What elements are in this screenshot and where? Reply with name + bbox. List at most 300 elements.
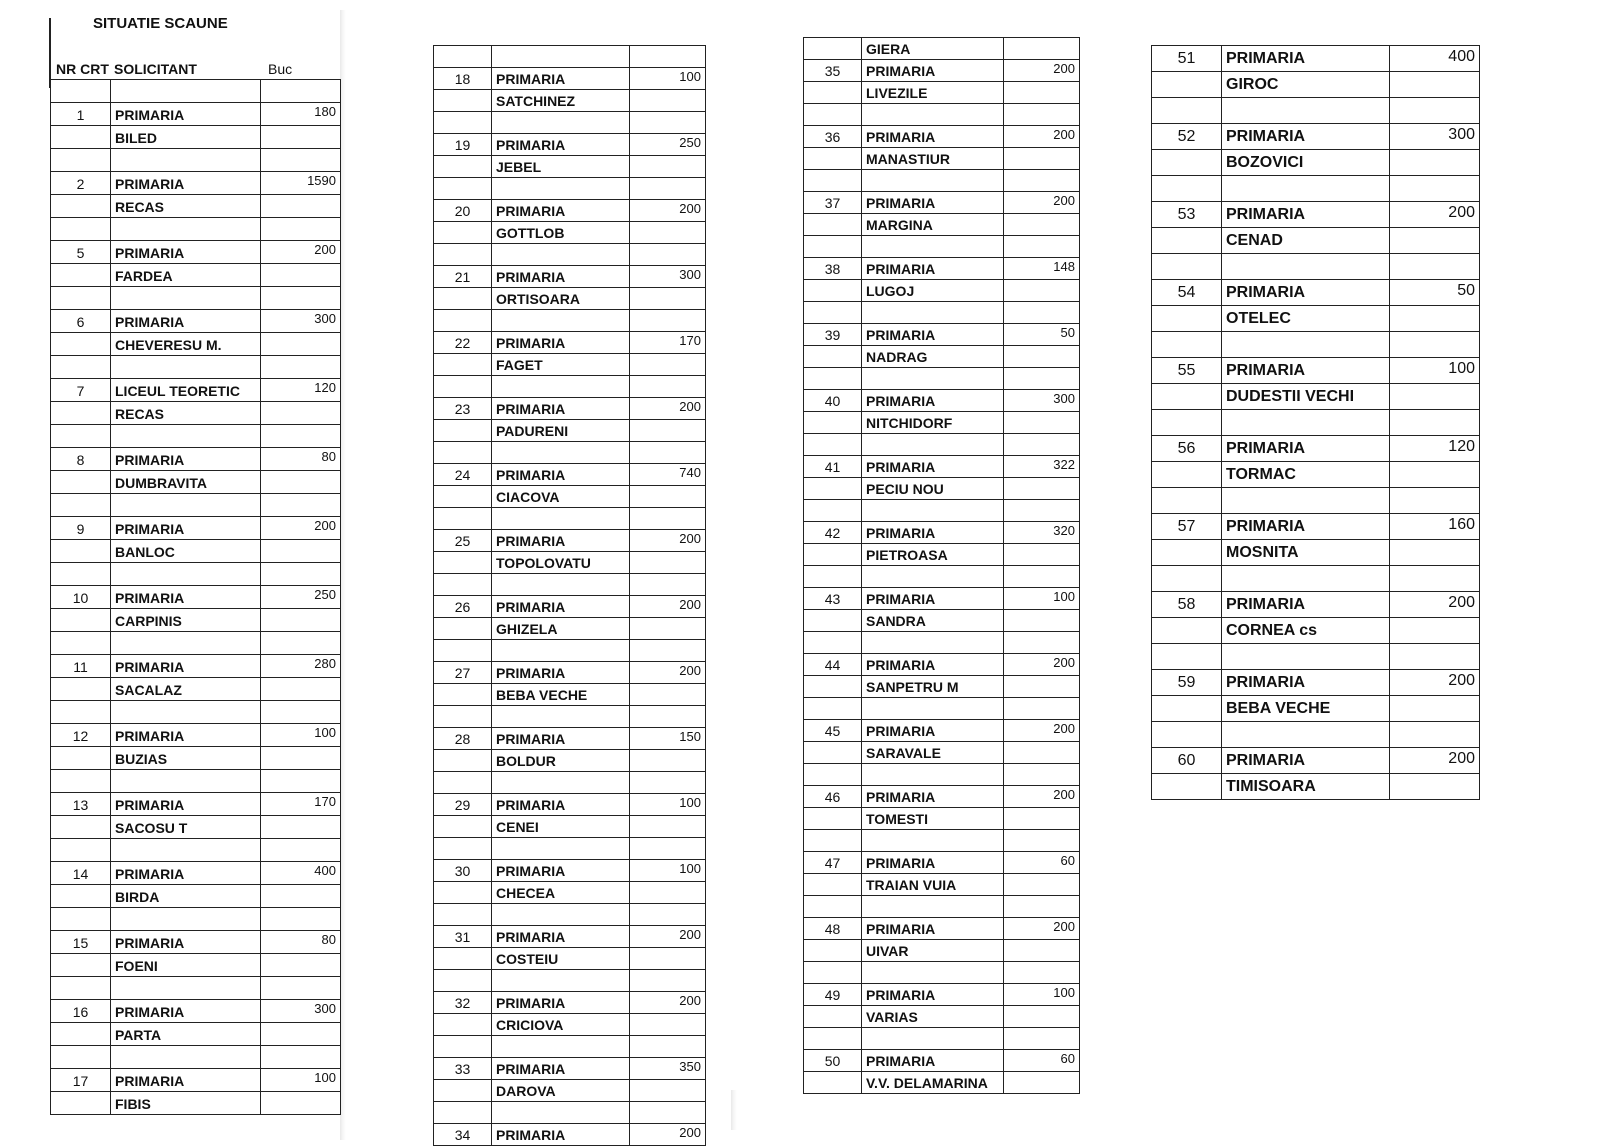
entry-number: 10 xyxy=(51,586,111,609)
table-row xyxy=(1152,384,1480,410)
entry-type: PRIMARIA xyxy=(1222,592,1390,618)
cell-nr xyxy=(434,574,492,596)
table-row xyxy=(1152,72,1480,98)
cell-qty xyxy=(630,1080,706,1102)
cell-qty xyxy=(630,222,706,244)
spacer-row xyxy=(434,970,706,992)
cell-qty xyxy=(1004,698,1080,720)
cell-qty xyxy=(1004,302,1080,324)
cell-qty xyxy=(1390,150,1480,176)
entry-name: TORMAC xyxy=(1222,462,1390,488)
entry-type: PRIMARIA xyxy=(862,984,1004,1006)
entry-name: BIRDA xyxy=(111,885,261,908)
cell-nr xyxy=(1152,618,1222,644)
cell-qty xyxy=(630,508,706,530)
entry-type: PRIMARIA xyxy=(862,918,1004,940)
cell-name xyxy=(862,698,1004,720)
table-row xyxy=(1152,150,1480,176)
spacer-row xyxy=(51,701,341,724)
cell-nr xyxy=(51,402,111,425)
entry-number: 30 xyxy=(434,860,492,882)
cell-qty xyxy=(1004,940,1080,962)
table-row xyxy=(434,134,706,156)
entry-type: PRIMARIA xyxy=(862,720,1004,742)
entry-quantity: 200 xyxy=(630,596,706,618)
entry-quantity: 100 xyxy=(630,860,706,882)
entry-quantity: 200 xyxy=(1004,192,1080,214)
cell-name xyxy=(862,764,1004,786)
cell-nr xyxy=(1152,774,1222,800)
entry-type: PRIMARIA xyxy=(1222,748,1390,774)
cell-nr xyxy=(1152,384,1222,410)
entry-number: 15 xyxy=(51,931,111,954)
cell-name xyxy=(862,1028,1004,1050)
entry-name: DUDESTII VECHI xyxy=(1222,384,1390,410)
cell-nr xyxy=(804,566,862,588)
table-row xyxy=(51,816,341,839)
cell-name xyxy=(492,244,630,266)
entry-name: COSTEIU xyxy=(492,948,630,970)
cell-nr xyxy=(51,126,111,149)
entry-number: 14 xyxy=(51,862,111,885)
spacer-row xyxy=(51,770,341,793)
cell-nr xyxy=(804,1006,862,1028)
entry-quantity: 200 xyxy=(630,992,706,1014)
entry-type: PRIMARIA xyxy=(862,126,1004,148)
entry-type: PRIMARIA xyxy=(492,68,630,90)
cell-qty xyxy=(1004,830,1080,852)
spacer-row xyxy=(434,442,706,464)
spacer-row xyxy=(804,236,1080,258)
spacer-row xyxy=(434,1036,706,1058)
entry-quantity: 200 xyxy=(261,241,341,264)
entry-type: PRIMARIA xyxy=(492,596,630,618)
entry-name: BOLDUR xyxy=(492,750,630,772)
entry-quantity: 50 xyxy=(1004,324,1080,346)
table-row xyxy=(804,126,1080,148)
entry-number: 57 xyxy=(1152,514,1222,540)
entry-quantity: 400 xyxy=(1390,46,1480,72)
cell-qty xyxy=(1004,82,1080,104)
cell-name xyxy=(111,218,261,241)
cell-nr xyxy=(51,540,111,563)
table-row xyxy=(1152,696,1480,722)
entry-name: BEBA VECHE xyxy=(492,684,630,706)
entry-name: PADURENI xyxy=(492,420,630,442)
entry-number: 13 xyxy=(51,793,111,816)
entry-name: GIROC xyxy=(1222,72,1390,98)
cell-nr xyxy=(434,442,492,464)
spacer-row xyxy=(1152,254,1480,280)
entry-quantity: 200 xyxy=(1004,654,1080,676)
entry-quantity: 50 xyxy=(1390,280,1480,306)
cell-nr xyxy=(804,148,862,170)
entry-quantity: 148 xyxy=(1004,258,1080,280)
spacer-row xyxy=(51,425,341,448)
cell-nr xyxy=(804,478,862,500)
spacer-row xyxy=(804,302,1080,324)
cell-name: GIERA xyxy=(862,38,1004,60)
cell-qty xyxy=(1390,618,1480,644)
cell-qty xyxy=(630,112,706,134)
spacer-row xyxy=(434,376,706,398)
entry-type: PRIMARIA xyxy=(862,786,1004,808)
entry-type: PRIMARIA xyxy=(862,1050,1004,1072)
entry-name: NADRAG xyxy=(862,346,1004,368)
entry-type: PRIMARIA xyxy=(492,530,630,552)
cell-nr xyxy=(51,839,111,862)
cell-qty xyxy=(1390,176,1480,202)
entry-name: CORNEA cs xyxy=(1222,618,1390,644)
entry-number: 21 xyxy=(434,266,492,288)
table-row xyxy=(51,724,341,747)
cell-qty xyxy=(630,46,706,68)
entry-quantity: 200 xyxy=(1004,720,1080,742)
cell-qty xyxy=(261,356,341,379)
entry-name: TIMISOARA xyxy=(1222,774,1390,800)
cell-nr xyxy=(1152,566,1222,592)
spacer-row xyxy=(804,1028,1080,1050)
table-row xyxy=(804,346,1080,368)
table-row xyxy=(434,596,706,618)
cell-nr xyxy=(434,816,492,838)
entry-quantity: 120 xyxy=(261,379,341,402)
cell-qty xyxy=(261,885,341,908)
spacer-row xyxy=(804,500,1080,522)
table-row xyxy=(804,324,1080,346)
table-row xyxy=(804,82,1080,104)
cell-qty xyxy=(630,706,706,728)
entry-quantity: 60 xyxy=(1004,1050,1080,1072)
spacer-row xyxy=(434,244,706,266)
table-row xyxy=(434,552,706,574)
cell-name xyxy=(111,494,261,517)
table-row xyxy=(51,1023,341,1046)
cell-qty xyxy=(261,126,341,149)
table-row xyxy=(51,310,341,333)
cell-nr xyxy=(1152,176,1222,202)
spacer-row xyxy=(51,356,341,379)
entry-type: PRIMARIA xyxy=(492,398,630,420)
cell-qty xyxy=(630,1036,706,1058)
entry-number: 12 xyxy=(51,724,111,747)
table-row xyxy=(804,214,1080,236)
entry-type: PRIMARIA xyxy=(492,266,630,288)
table-row xyxy=(804,478,1080,500)
cell-qty xyxy=(261,632,341,655)
cell-qty xyxy=(261,218,341,241)
cell-name xyxy=(111,80,261,103)
spacer-row xyxy=(434,772,706,794)
entry-quantity: 200 xyxy=(261,517,341,540)
entry-quantity: 300 xyxy=(630,266,706,288)
cell-name xyxy=(862,830,1004,852)
entry-quantity: 120 xyxy=(1390,436,1480,462)
entry-number: 26 xyxy=(434,596,492,618)
entry-name: SACOSU T xyxy=(111,816,261,839)
table-row xyxy=(804,1072,1080,1094)
entry-number: 33 xyxy=(434,1058,492,1080)
cell-qty xyxy=(1390,462,1480,488)
entry-type: PRIMARIA xyxy=(111,862,261,885)
cell-nr xyxy=(51,816,111,839)
table-row xyxy=(51,172,341,195)
cell-nr xyxy=(51,770,111,793)
cell-name xyxy=(1222,332,1390,358)
entry-type: PRIMARIA xyxy=(492,200,630,222)
entry-name: TOPOLOVATU xyxy=(492,552,630,574)
table-row xyxy=(51,126,341,149)
requests-table-page-1 xyxy=(50,79,341,1115)
cell-name xyxy=(862,566,1004,588)
cell-nr xyxy=(1152,722,1222,748)
cell-nr xyxy=(1152,150,1222,176)
cell-name xyxy=(1222,722,1390,748)
cell-name xyxy=(1222,488,1390,514)
cell-nr xyxy=(1152,462,1222,488)
entry-quantity: 100 xyxy=(261,1069,341,1092)
table-row xyxy=(1152,436,1480,462)
entry-name: PARTA xyxy=(111,1023,261,1046)
table-row xyxy=(1152,202,1480,228)
entry-quantity: 300 xyxy=(261,310,341,333)
cell-nr xyxy=(434,706,492,728)
entry-type: PRIMARIA xyxy=(111,448,261,471)
cell-name xyxy=(862,962,1004,984)
cell-qty xyxy=(1004,280,1080,302)
cell-name xyxy=(111,287,261,310)
cell-name xyxy=(1222,566,1390,592)
cell-nr xyxy=(1152,410,1222,436)
cell-name xyxy=(862,104,1004,126)
entry-number: 25 xyxy=(434,530,492,552)
cell-nr xyxy=(434,288,492,310)
table-row xyxy=(804,742,1080,764)
cell-name xyxy=(862,170,1004,192)
entry-number: 16 xyxy=(51,1000,111,1023)
cell-nr xyxy=(804,38,862,60)
table-row xyxy=(804,786,1080,808)
cell-nr xyxy=(1152,228,1222,254)
entry-type: PRIMARIA xyxy=(862,654,1004,676)
entry-number: 54 xyxy=(1152,280,1222,306)
cell-qty xyxy=(1390,566,1480,592)
entry-name: SANDRA xyxy=(862,610,1004,632)
entry-number: 51 xyxy=(1152,46,1222,72)
cell-qty xyxy=(261,80,341,103)
table-row xyxy=(51,333,341,356)
entry-quantity: 280 xyxy=(261,655,341,678)
cell-qty xyxy=(1004,1072,1080,1094)
cell-nr xyxy=(51,977,111,1000)
spacer-row xyxy=(804,962,1080,984)
entry-type: LICEUL TEORETIC xyxy=(111,379,261,402)
cell-nr xyxy=(804,1028,862,1050)
cell-qty xyxy=(261,1046,341,1069)
cell-qty xyxy=(1004,148,1080,170)
column-header-nr: NR CRT xyxy=(56,61,109,77)
cell-nr xyxy=(51,701,111,724)
cell-nr xyxy=(804,104,862,126)
entry-name: SARAVALE xyxy=(862,742,1004,764)
cell-nr xyxy=(1152,696,1222,722)
entry-name: ORTISOARA xyxy=(492,288,630,310)
entry-name: FARDEA xyxy=(111,264,261,287)
cell-qty xyxy=(630,882,706,904)
cell-qty xyxy=(261,770,341,793)
cell-nr xyxy=(51,494,111,517)
cell-nr xyxy=(804,368,862,390)
entry-number: 32 xyxy=(434,992,492,1014)
cell-qty xyxy=(1390,254,1480,280)
entry-name: BANLOC xyxy=(111,540,261,563)
cell-qty xyxy=(1004,544,1080,566)
spacer-row xyxy=(51,218,341,241)
cell-nr xyxy=(51,425,111,448)
cell-qty xyxy=(630,310,706,332)
cell-nr xyxy=(804,346,862,368)
cell-nr xyxy=(804,1072,862,1094)
cell-name xyxy=(492,838,630,860)
cell-nr xyxy=(51,1046,111,1069)
cell-nr xyxy=(434,618,492,640)
cell-qty xyxy=(1004,1028,1080,1050)
entry-quantity: 160 xyxy=(1390,514,1480,540)
cell-qty xyxy=(1004,632,1080,654)
cell-qty xyxy=(630,244,706,266)
entry-name: CHECEA xyxy=(492,882,630,904)
table-row xyxy=(434,530,706,552)
entry-type: PRIMARIA xyxy=(1222,358,1390,384)
table-row xyxy=(434,750,706,772)
entry-type: PRIMARIA xyxy=(492,926,630,948)
spacer-row xyxy=(51,494,341,517)
table-row xyxy=(804,148,1080,170)
spacer-row xyxy=(434,178,706,200)
entry-quantity: 200 xyxy=(1004,126,1080,148)
entry-number: 53 xyxy=(1152,202,1222,228)
entry-quantity: 100 xyxy=(630,794,706,816)
cell-qty xyxy=(1004,764,1080,786)
entry-type: PRIMARIA xyxy=(862,258,1004,280)
cell-nr xyxy=(804,236,862,258)
cell-qty xyxy=(630,552,706,574)
cell-name xyxy=(111,1046,261,1069)
table-row xyxy=(804,852,1080,874)
cell-qty xyxy=(630,376,706,398)
cell-qty xyxy=(630,420,706,442)
entry-quantity: 60 xyxy=(1004,852,1080,874)
entry-name: GHIZELA xyxy=(492,618,630,640)
spacer-row xyxy=(1152,332,1480,358)
entry-quantity: 250 xyxy=(261,586,341,609)
entry-number: 27 xyxy=(434,662,492,684)
cell-name xyxy=(1222,176,1390,202)
cell-nr xyxy=(434,640,492,662)
cell-nr xyxy=(434,90,492,112)
entry-number: 36 xyxy=(804,126,862,148)
table-row xyxy=(1152,748,1480,774)
cell-nr xyxy=(51,747,111,770)
entry-number: 48 xyxy=(804,918,862,940)
spacer-row xyxy=(51,839,341,862)
cell-name xyxy=(492,1036,630,1058)
entry-type: PRIMARIA xyxy=(111,793,261,816)
cell-qty xyxy=(630,684,706,706)
spacer-row xyxy=(804,170,1080,192)
cell-qty xyxy=(1004,434,1080,456)
entry-type: PRIMARIA xyxy=(111,724,261,747)
table-row xyxy=(804,456,1080,478)
table-row xyxy=(51,195,341,218)
entry-type: PRIMARIA xyxy=(1222,46,1390,72)
cell-qty xyxy=(261,149,341,172)
spacer-row xyxy=(804,566,1080,588)
spacer-row xyxy=(804,698,1080,720)
entry-name: BILED xyxy=(111,126,261,149)
table-row xyxy=(51,862,341,885)
spacer-row xyxy=(804,764,1080,786)
cell-name xyxy=(492,640,630,662)
entry-number: 42 xyxy=(804,522,862,544)
spacer-row xyxy=(1152,488,1480,514)
cell-nr xyxy=(434,244,492,266)
cell-nr xyxy=(51,149,111,172)
spacer-row xyxy=(1152,176,1480,202)
table-row xyxy=(434,332,706,354)
cell-nr xyxy=(51,356,111,379)
spacer-row xyxy=(434,706,706,728)
cell-nr xyxy=(434,684,492,706)
spacer-row xyxy=(804,830,1080,852)
table-row xyxy=(804,390,1080,412)
cell-qty xyxy=(1004,104,1080,126)
cell-name xyxy=(492,442,630,464)
entry-type: PRIMARIA xyxy=(1222,280,1390,306)
cell-name xyxy=(862,368,1004,390)
entry-number: 24 xyxy=(434,464,492,486)
entry-name: NITCHIDORF xyxy=(862,412,1004,434)
entry-number: 56 xyxy=(1152,436,1222,462)
table-row xyxy=(1152,228,1480,254)
entry-quantity: 250 xyxy=(630,134,706,156)
table-row xyxy=(1152,280,1480,306)
cell-nr xyxy=(434,1036,492,1058)
entry-name: CHEVERESU M. xyxy=(111,333,261,356)
cell-qty xyxy=(1390,384,1480,410)
spacer-row xyxy=(51,977,341,1000)
spacer-row xyxy=(1152,722,1480,748)
entry-quantity: 740 xyxy=(630,464,706,486)
spacer-row xyxy=(804,104,1080,126)
cell-nr xyxy=(804,412,862,434)
cell-qty xyxy=(1004,1006,1080,1028)
cell-nr xyxy=(1152,644,1222,670)
cell-name xyxy=(492,508,630,530)
entry-type: PRIMARIA xyxy=(111,1069,261,1092)
spacer-row xyxy=(51,908,341,931)
entry-number: 55 xyxy=(1152,358,1222,384)
entry-number: 6 xyxy=(51,310,111,333)
cell-qty xyxy=(1004,676,1080,698)
table-row xyxy=(434,1080,706,1102)
entry-type: PRIMARIA xyxy=(111,172,261,195)
spacer-row xyxy=(804,896,1080,918)
entry-name: LUGOJ xyxy=(862,280,1004,302)
entry-type: PRIMARIA xyxy=(862,852,1004,874)
table-row xyxy=(434,90,706,112)
cell-nr xyxy=(434,376,492,398)
